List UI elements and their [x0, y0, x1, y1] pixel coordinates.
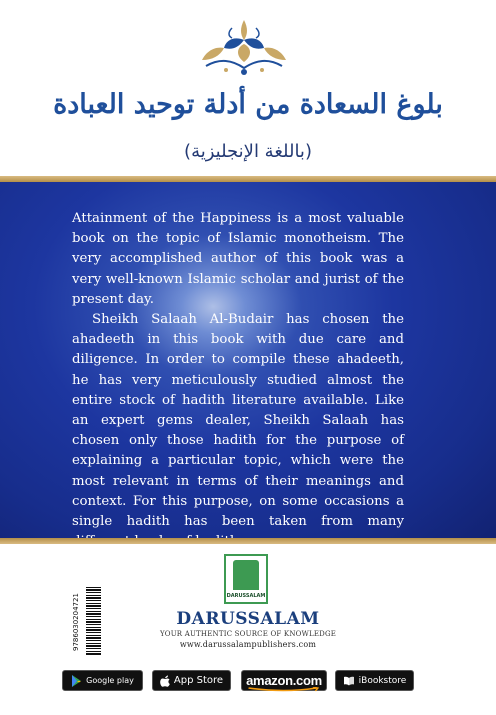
header-band — [0, 0, 496, 176]
arabic-subtitle: (باللغة الإنجليزية) — [184, 140, 312, 162]
google-play-icon — [71, 675, 82, 687]
publisher-website[interactable]: www.darussalampublishers.com — [179, 640, 317, 649]
app-store-badge[interactable] — [152, 670, 231, 691]
google-play-label: Google play — [86, 676, 134, 685]
barcode-icon — [86, 587, 101, 655]
publisher-name: DARUSSALAM — [176, 609, 320, 629]
amazon-smile-icon — [246, 687, 322, 692]
app-store-label: App Store — [173, 675, 224, 686]
amazon-text: amazon.com — [246, 673, 322, 688]
darussalam-logo-icon — [224, 554, 268, 604]
logo-emblem-text: DARUSSALAM — [226, 593, 266, 599]
ibookstore-badge[interactable] — [335, 670, 414, 691]
isbn-number: 9786030204721 — [72, 593, 80, 651]
logo-book-shape — [233, 560, 259, 590]
publisher-tagline: YOUR AUTHENTIC SOURCE OF KNOWLEDGE — [159, 630, 337, 638]
apple-icon — [160, 675, 170, 687]
ibookstore-label: iBookstore — [358, 675, 407, 686]
blurb-text — [72, 209, 404, 552]
amazon-label — [246, 673, 322, 688]
ibooks-icon — [343, 676, 355, 686]
amazon-badge[interactable] — [241, 670, 327, 691]
blurb-paragraph-2: Sheikh Salaah Al-Budair has chosen the ahadeeth in this book with due care and diligence. In order to compile these ahadeeth, he has very meticulously studied almost the entire stock of hadith literature available. Like an expert gems dealer, Sheikh Salaah has chosen only those hadith for the purpose of explaining a particular topic, which were the most relevant in terms of their meanings and context. For this purpose, on some occasions a single hadith has been taken from many — [72, 312, 404, 530]
arabic-title: بلوغ السعادة من أدلة توحيد العبادة — [53, 88, 443, 120]
google-play-badge[interactable] — [62, 670, 143, 691]
blurb-paragraph-1: Attainment of the Happiness is a most valuable book on the topic of Islamic monotheism. The very accomplished author of this book was a very well-known Islamic scholar and jurist of the present day. — [72, 211, 404, 307]
ornament-icon — [196, 14, 292, 80]
